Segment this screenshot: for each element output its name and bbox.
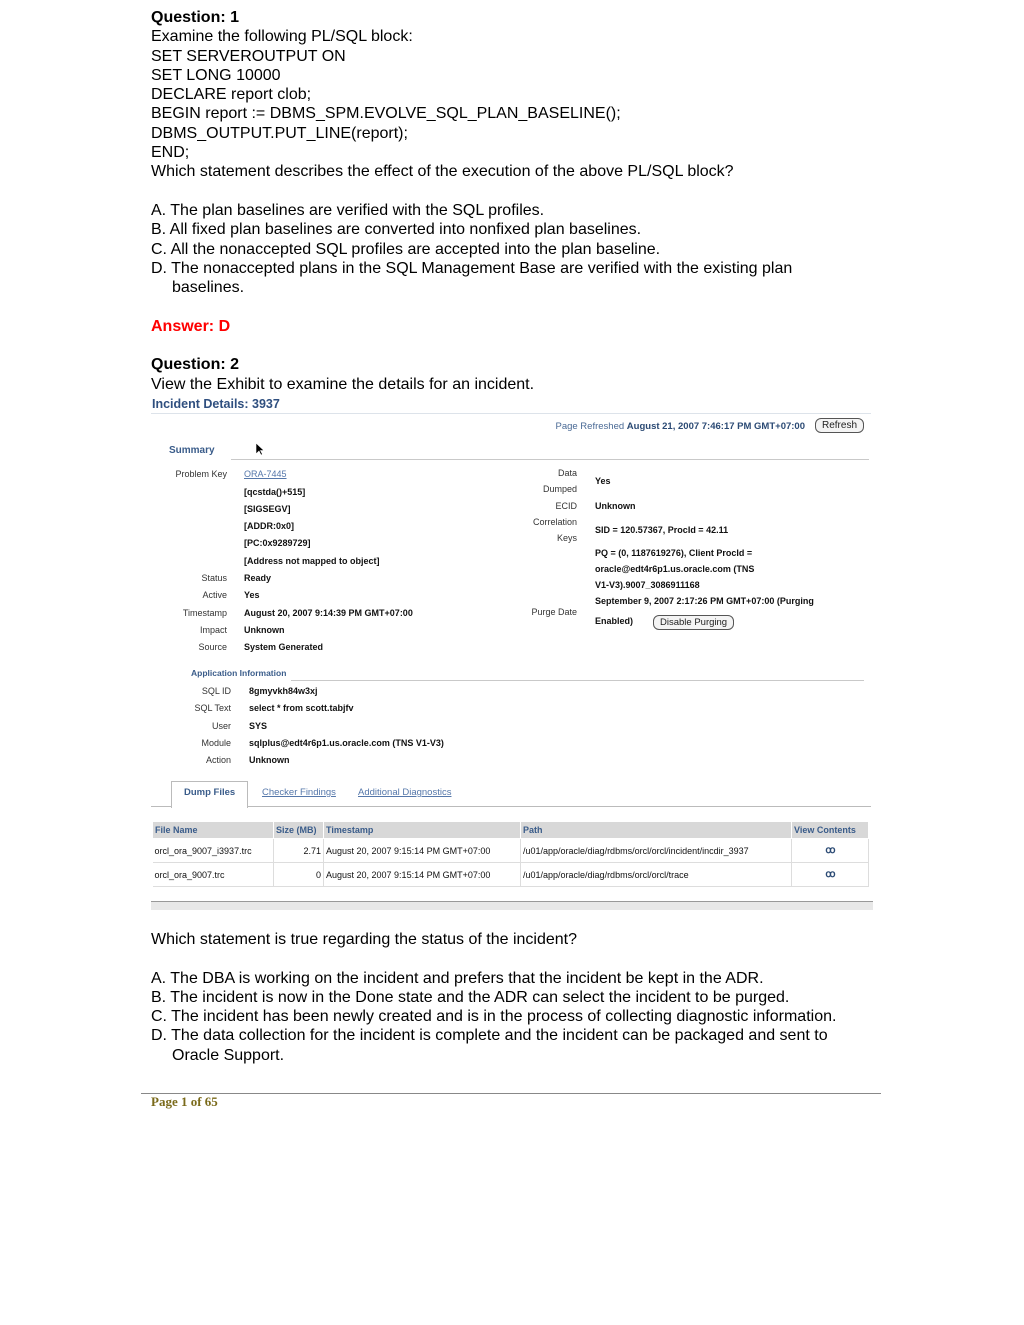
view-glasses-icon[interactable]: ꝏ	[825, 845, 835, 856]
active-value: Yes	[244, 590, 260, 600]
q1-question: Which statement describes the effect of the execution of the above PL/SQL block?	[151, 163, 734, 181]
action-value: Unknown	[249, 755, 290, 765]
module-label: Module	[201, 738, 231, 748]
q2-option-c: C. The incident has been newly created and is in the process of collecting diagnostic information.	[151, 1008, 837, 1026]
detail-tabs	[151, 781, 871, 807]
file-path: /u01/app/oracle/diag/rdbms/orcl/orcl/incident/incdir_3937	[521, 839, 792, 863]
table-row	[153, 839, 869, 863]
document-body	[151, 8, 881, 394]
action-label: Action	[205, 755, 231, 765]
taskbar-strip	[151, 901, 873, 910]
sql-id-label: SQL ID	[201, 686, 231, 696]
refreshed-label: Page Refreshed	[555, 421, 625, 432]
problem-key-line: [ADDR:0x0]	[244, 521, 295, 531]
col-timestamp[interactable]: Timestamp	[324, 822, 521, 839]
file-size: 2.71	[274, 839, 324, 863]
summary-heading: Summary	[169, 445, 215, 456]
q2-option-d-cont: Oracle Support.	[172, 1046, 285, 1064]
tab-checker-findings[interactable]: Checker Findings	[262, 787, 336, 798]
sql-id-value: 8gmyvkh84w3xj	[249, 686, 318, 696]
purge-date-value: Enabled)	[595, 616, 634, 626]
q1-option-c: C. All the nonaccepted SQL profiles are accepted into the plan baseline.	[151, 240, 661, 258]
page-number: Page 1 of 65	[151, 1094, 218, 1109]
refresh-button[interactable]: Refresh	[815, 418, 864, 433]
ecid-value: Unknown	[595, 501, 636, 511]
incident-exhibit	[151, 393, 873, 910]
source-label: Source	[198, 642, 227, 652]
status-value: Ready	[244, 573, 272, 583]
file-path: /u01/app/oracle/diag/rdbms/orcl/orcl/trace	[521, 863, 792, 887]
question-2-heading: Question: 2	[151, 356, 240, 374]
q1-line: DBMS_OUTPUT.PUT_LINE(report);	[151, 124, 408, 142]
disable-purging-button[interactable]: Disable Purging	[653, 615, 734, 630]
source-value: System Generated	[244, 642, 324, 652]
impact-value: Unknown	[244, 625, 285, 635]
q2-option-d: D. The data collection for the incident is complete and the incident can be packaged and sent to	[151, 1027, 828, 1045]
page-refreshed	[555, 421, 805, 432]
col-size[interactable]: Size (MB)	[274, 822, 324, 839]
question-2-body	[151, 930, 881, 1065]
file-timestamp: August 20, 2007 9:15:14 PM GMT+07:00	[324, 863, 521, 887]
impact-label: Impact	[199, 625, 227, 635]
data-dumped-label: Dumped	[542, 484, 577, 494]
user-label: User	[211, 721, 231, 731]
module-value: sqlplus@edt4r6p1.us.oracle.com (TNS V1-V3)	[249, 738, 444, 748]
correlation-value: SID = 120.57367, ProcId = 42.11	[595, 525, 729, 535]
q1-line: Examine the following PL/SQL block:	[151, 28, 413, 46]
col-view-contents[interactable]: View Contents	[792, 822, 869, 839]
q2-option-a: A. The DBA is working on the incident and prefers that the incident be kept in the ADR.	[151, 969, 764, 987]
problem-key-line: [SIGSEGV]	[244, 504, 291, 514]
question-1-heading: Question: 1	[151, 9, 240, 26]
correlation-value: V1-V3).9007_3086911168	[595, 580, 700, 590]
tab-additional-diagnostics[interactable]: Additional Diagnostics	[358, 787, 452, 798]
incident-title: Incident Details: 3937	[152, 397, 280, 411]
file-timestamp: August 20, 2007 9:15:14 PM GMT+07:00	[324, 839, 521, 863]
application-info-heading: Application Information	[191, 668, 287, 678]
q1-option-d-cont: baselines.	[172, 279, 245, 297]
q1-line: SET SERVEROUTPUT ON	[151, 47, 346, 65]
tab-dump-files[interactable]: Dump Files	[184, 787, 236, 798]
correlation-keys-label: Correlation	[532, 517, 577, 527]
active-label: Active	[202, 590, 227, 600]
q2-question: Which statement is true regarding the status of the incident?	[151, 931, 578, 948]
purge-date-label: Purge Date	[531, 607, 577, 617]
sql-text-value: select * from scott.tabjfv	[249, 703, 354, 713]
q1-option-d: D. The nonaccepted plans in the SQL Management Base are verified with the existing plan	[151, 259, 793, 277]
table-row	[153, 863, 869, 887]
q2-option-b: B. The incident is now in the Done state and the ADR can select the incident to be purged.	[151, 988, 790, 1006]
status-label: Status	[201, 573, 227, 583]
file-name: orcl_ora_9007_i3937.trc	[153, 839, 274, 863]
col-file-name[interactable]: File Name	[153, 822, 274, 839]
user-value: SYS	[249, 721, 268, 731]
q1-line: END;	[151, 144, 190, 162]
file-size: 0	[274, 863, 324, 887]
sql-text-label: SQL Text	[194, 703, 231, 713]
correlation-value: PQ = (0, 1187619276), Client ProcId =	[595, 548, 753, 558]
timestamp-value: August 20, 2007 9:14:39 PM GMT+07:00	[244, 608, 413, 618]
correlation-keys-label: Keys	[556, 533, 577, 543]
data-dumped-value: Yes	[595, 476, 611, 486]
file-name: orcl_ora_9007.trc	[153, 863, 274, 887]
col-path[interactable]: Path	[521, 822, 792, 839]
problem-key-link[interactable]: ORA-7445	[244, 469, 287, 479]
q1-option-a: A. The plan baselines are verified with the SQL profiles.	[151, 201, 545, 219]
problem-key-line: [qcstda()+515]	[244, 487, 306, 497]
problem-key-line: [Address not mapped to object]	[244, 556, 380, 566]
q2-intro: View the Exhibit to examine the details for an incident.	[151, 375, 535, 393]
ecid-label: ECID	[555, 501, 577, 511]
correlation-value: oracle@edt4r6p1.us.oracle.com (TNS	[595, 564, 755, 574]
q1-line: SET LONG 10000	[151, 66, 281, 84]
q1-option-b: B. All fixed plan baselines are converted into nonfixed plan baselines.	[151, 221, 642, 239]
q1-line: BEGIN report := DBMS_SPM.EVOLVE_SQL_PLAN_BASELINE();	[151, 105, 621, 123]
footer-divider	[141, 1093, 881, 1094]
data-dumped-label: Data	[557, 468, 577, 478]
problem-key-line: [PC:0x9289729]	[244, 538, 311, 548]
q1-line: DECLARE report clob;	[151, 86, 312, 104]
problem-key-label: Problem Key	[175, 469, 227, 479]
view-glasses-icon[interactable]: ꝏ	[825, 869, 835, 880]
refreshed-value: August 21, 2007 7:46:17 PM GMT+07:00	[626, 421, 805, 432]
purge-date-value: September 9, 2007 2:17:26 PM GMT+07:00 (Purging	[595, 596, 814, 606]
q1-answer: Answer: D	[151, 317, 231, 335]
dump-files-table	[152, 821, 869, 887]
timestamp-label: Timestamp	[182, 608, 227, 618]
